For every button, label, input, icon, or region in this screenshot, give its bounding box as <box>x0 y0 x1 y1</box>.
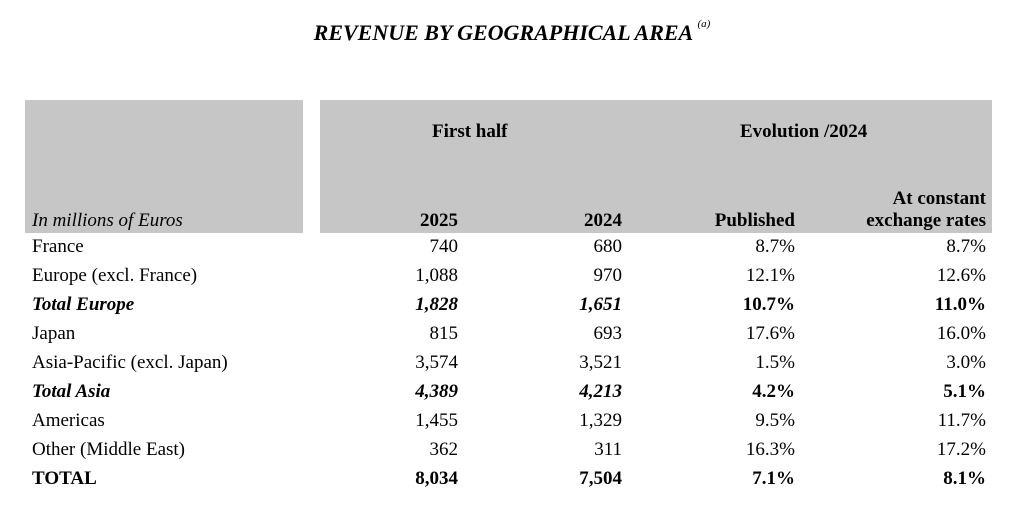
row-label: Asia-Pacific (excl. Japan) <box>32 352 228 373</box>
cell-published: 17.6% <box>745 323 795 344</box>
cell-constant: 11.7% <box>937 410 986 431</box>
cell-constant: 8.7% <box>946 236 986 257</box>
table-row <box>0 323 1024 352</box>
table-row <box>0 381 1024 410</box>
cell-published: 7.1% <box>752 468 795 489</box>
header-evolution: Evolution /2024 <box>740 121 868 142</box>
row-label: Japan <box>32 323 76 344</box>
table-title <box>0 20 1024 46</box>
cell-2024: 693 <box>593 323 622 344</box>
cell-constant: 17.2% <box>936 439 986 460</box>
cell-2024: 970 <box>593 265 622 286</box>
cell-2025: 4,389 <box>415 381 458 402</box>
cell-2024: 7,504 <box>579 468 622 489</box>
cell-2025: 362 <box>429 439 458 460</box>
header-col-published: Published <box>714 210 795 231</box>
table-title-text: REVENUE BY GEOGRAPHICAL AREA <box>313 20 693 45</box>
cell-published: 9.5% <box>755 410 795 431</box>
cell-constant: 5.1% <box>943 381 986 402</box>
cell-2024: 311 <box>594 439 622 460</box>
cell-2025: 740 <box>429 236 458 257</box>
cell-2024: 1,329 <box>579 410 622 431</box>
title-footnote: (a) <box>697 18 711 30</box>
cell-published: 10.7% <box>742 294 795 315</box>
header-col-constant <box>866 188 986 232</box>
header-col-constant-line2: exchange rates <box>866 210 986 231</box>
row-label: TOTAL <box>32 468 97 489</box>
row-label: Americas <box>32 410 105 431</box>
cell-2025: 8,034 <box>415 468 458 489</box>
header-col-2025: 2025 <box>420 210 458 231</box>
row-label: Europe (excl. France) <box>32 265 198 286</box>
header-first-half: First half <box>432 121 508 142</box>
table-row <box>0 468 1024 497</box>
cell-2024: 3,521 <box>579 352 622 373</box>
cell-2025: 1,088 <box>415 265 458 286</box>
cell-constant: 12.6% <box>936 265 986 286</box>
table-row <box>0 352 1024 381</box>
cell-published: 12.1% <box>745 265 795 286</box>
cell-constant: 3.0% <box>946 352 986 373</box>
header-col-2024: 2024 <box>584 210 622 231</box>
table-row <box>0 439 1024 468</box>
cell-constant: 16.0% <box>936 323 986 344</box>
cell-published: 8.7% <box>755 236 795 257</box>
table-row <box>0 294 1024 323</box>
cell-2025: 815 <box>429 323 458 344</box>
cell-2025: 1,828 <box>415 294 458 315</box>
cell-2025: 3,574 <box>415 352 458 373</box>
cell-published: 16.3% <box>745 439 795 460</box>
cell-2025: 1,455 <box>415 410 458 431</box>
cell-published: 4.2% <box>752 381 795 402</box>
row-label: Total Europe <box>32 294 135 315</box>
cell-constant: 8.1% <box>943 468 986 489</box>
cell-2024: 1,651 <box>579 294 622 315</box>
row-label: Total Asia <box>32 381 111 402</box>
cell-constant: 11.0% <box>934 294 986 315</box>
row-label: Other (Middle East) <box>32 439 186 460</box>
header-col-constant-line1: At constant <box>892 188 986 209</box>
units-label: In millions of Euros <box>32 210 183 231</box>
table-row <box>0 236 1024 265</box>
cell-published: 1.5% <box>755 352 795 373</box>
table-row <box>0 410 1024 439</box>
table-row <box>0 265 1024 294</box>
cell-2024: 4,213 <box>579 381 622 402</box>
cell-2024: 680 <box>593 236 622 257</box>
row-label: France <box>32 236 84 257</box>
